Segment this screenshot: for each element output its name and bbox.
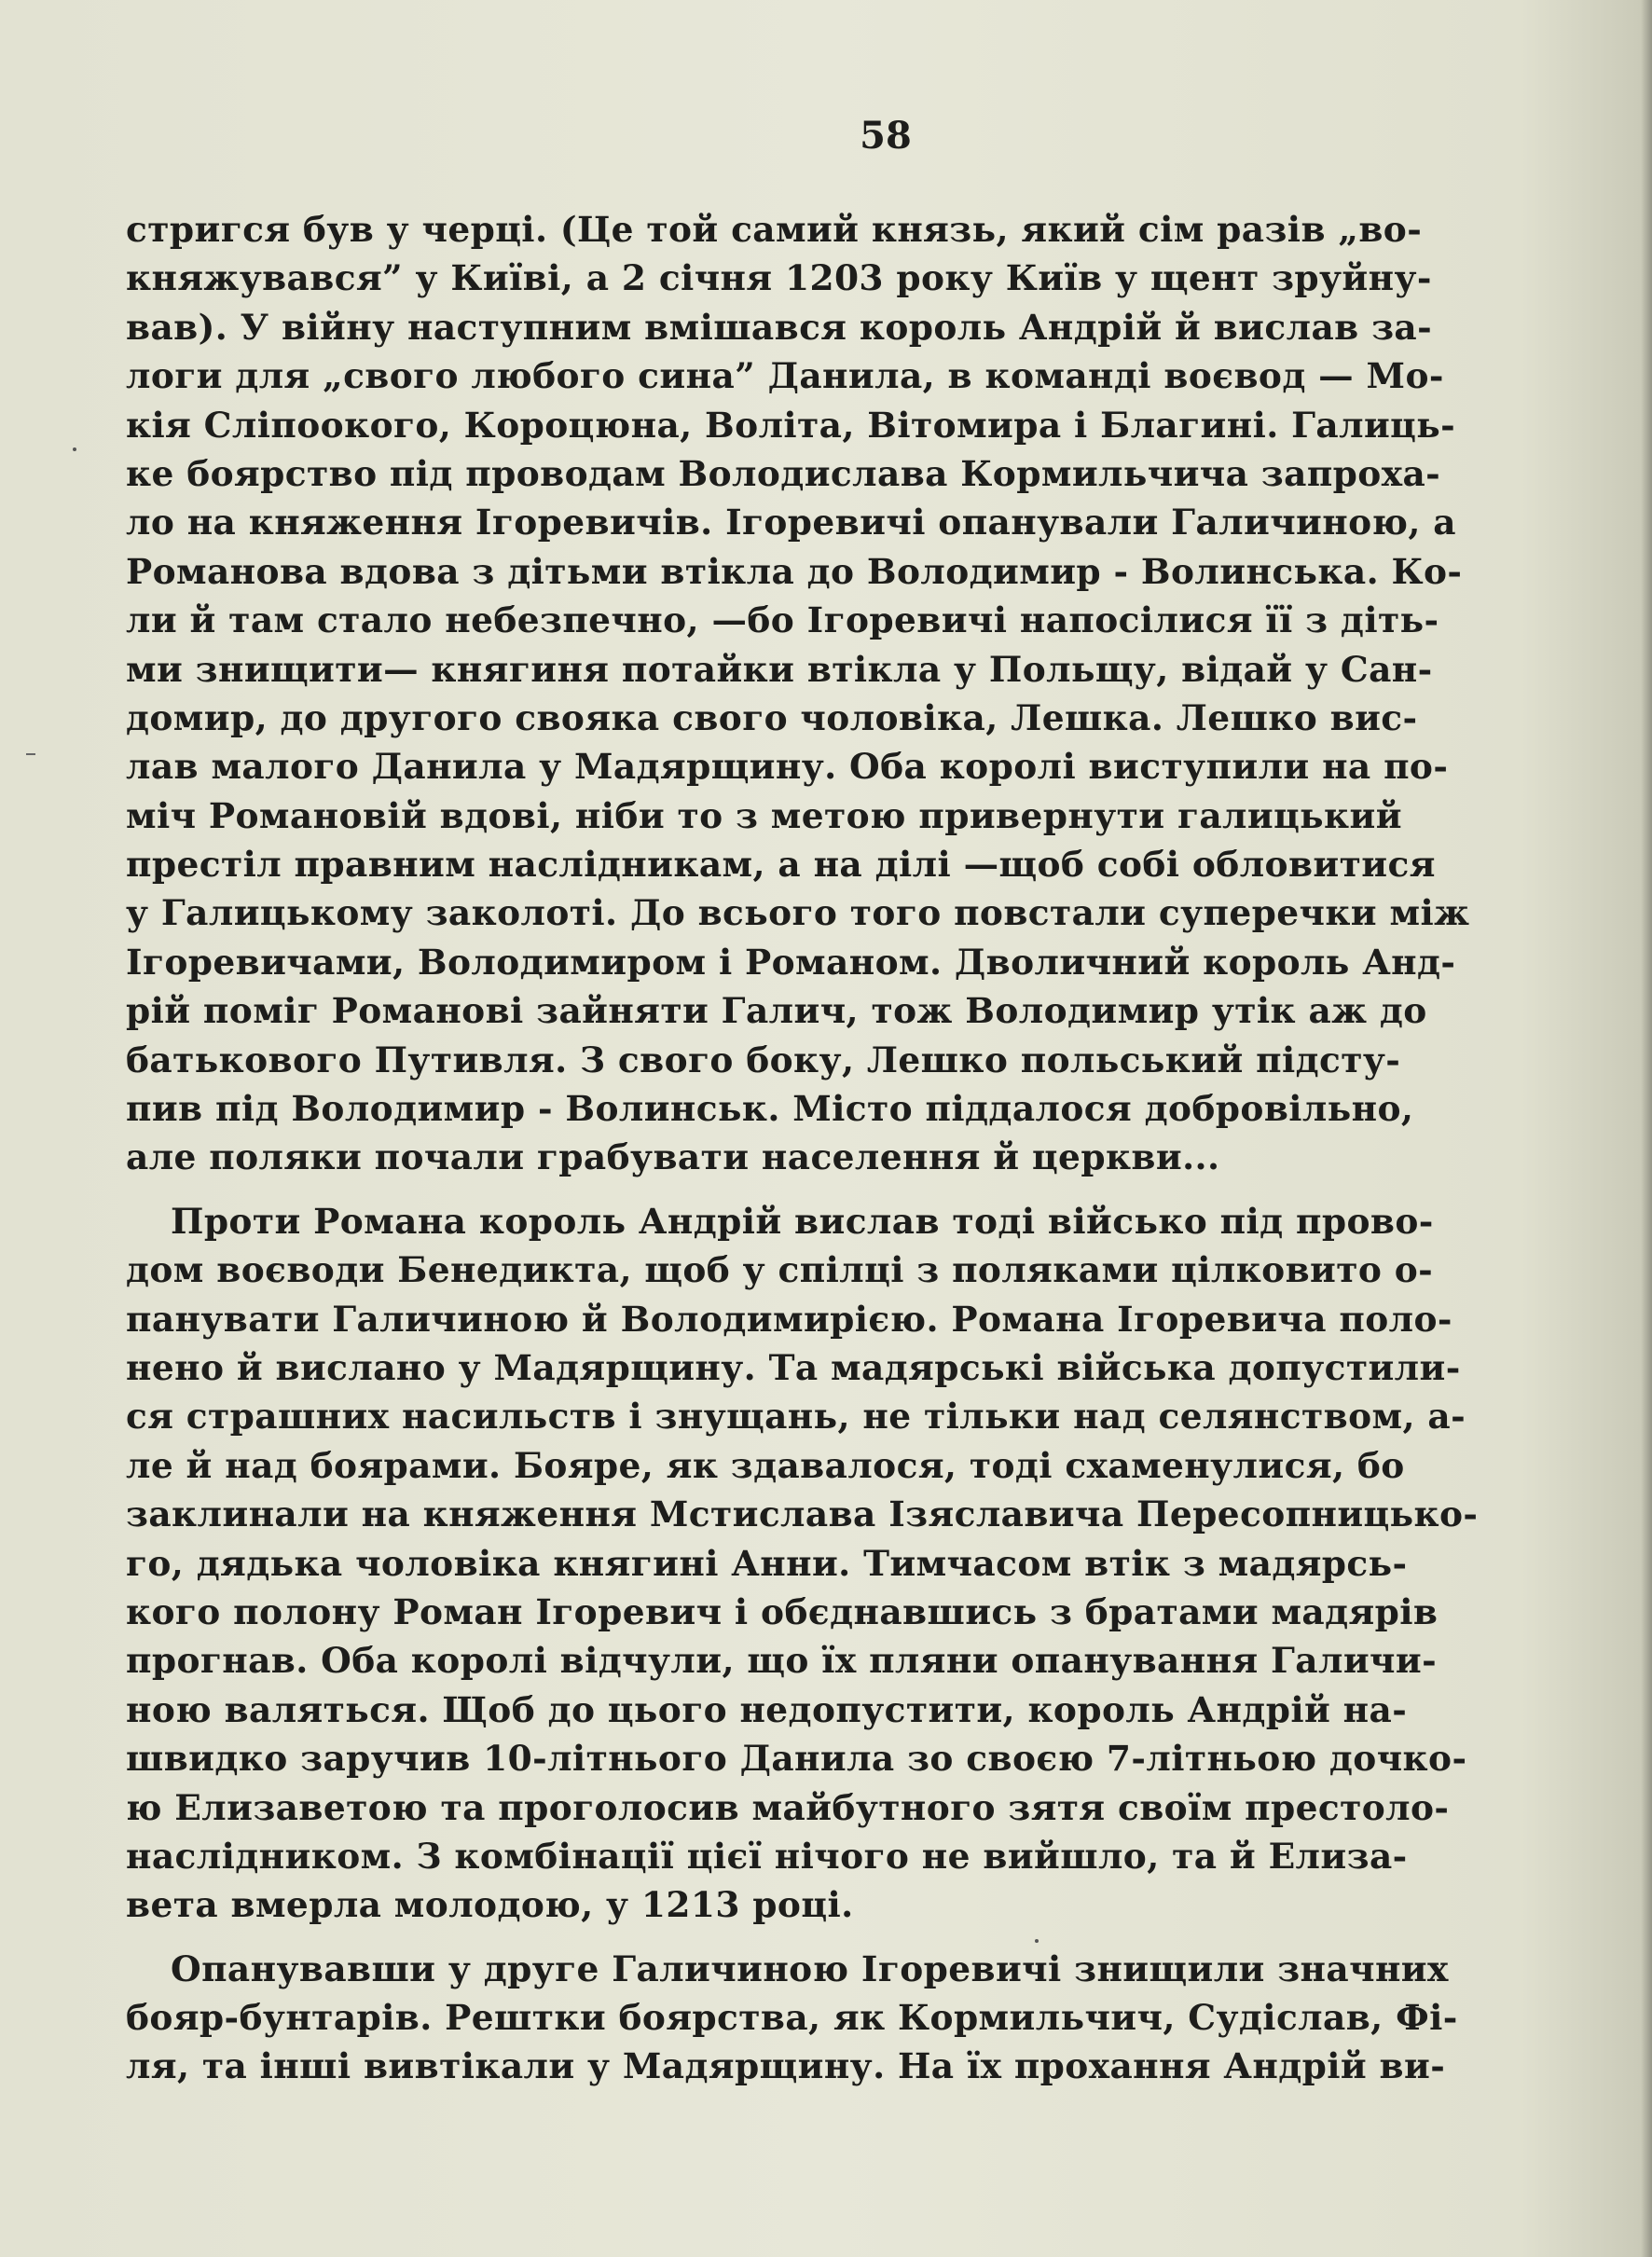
text-line: логи для „свого любого сина” Данила, в команді воєвод — Мо- <box>126 355 1444 397</box>
text-line: ле й над боярами. Бояре, як здавалося, тоді схаменулися, бо <box>126 1444 1405 1486</box>
text-line: батькового Путивля. З свого боку, Лешко польський підсту- <box>126 1039 1401 1080</box>
page-number: 58 <box>860 114 912 158</box>
text-line: рій поміг Романові зайняти Галич, тож Володимир утік аж до <box>126 990 1427 1032</box>
text-line: прогнав. Оба королі відчули, що їх пляни опанування Галичи- <box>126 1640 1438 1682</box>
text-line: Проти Романа король Андрій вислав тоді військо під прово- <box>171 1200 1434 1242</box>
text-line: ля, та інші вивтікали у Мадярщину. На їх прохання Андрій ви- <box>126 2045 1446 2087</box>
text-line: ю Елизаветою та проголосив майбутного зятя своїм престоло- <box>126 1786 1450 1828</box>
text-line: домир, до другого свояка свого чоловіка, Лешка. Лешко вис- <box>126 696 1418 738</box>
text-line: го, дядька чоловіка княгині Анни. Тимчасом втік з мадярсь- <box>126 1542 1408 1584</box>
text-line: лав малого Данила у Мадярщину. Оба королі виступили на по- <box>126 746 1449 788</box>
text-line: кія Сліпоокого, Короцюна, Воліта, Вітомира і Благині. Галиць- <box>126 404 1456 446</box>
text-line: Ігоревичами, Володимиром і Романом. Дволичний король Анд- <box>126 941 1456 983</box>
text-line: Опанувавши у друге Галичиною Ігоревичі знищили значних <box>171 1947 1449 1989</box>
text-line: міч Романовій вдові, ніби то з метою привернути галицький <box>126 794 1402 836</box>
scan-speck <box>26 753 35 755</box>
text-line: ною валяться. Щоб до цього недопустити, король Андрій на- <box>126 1688 1408 1730</box>
text-line: нено й вислано у Мадярщину. Та мадярські війська допустили- <box>126 1346 1461 1388</box>
text-line: вета вмерла молодою, у 1213 році. <box>126 1884 854 1926</box>
body-text <box>126 205 1636 2091</box>
text-line: кого полону Роман Ігоревич і обєднавшись з братами мадярів <box>126 1590 1439 1632</box>
text-line: ли й там стало небезпечно, —бо Ігоревичі напосілися її з діть- <box>126 599 1439 641</box>
text-line: заклинали на княження Мстислава Ізяславича Пересопницько- <box>126 1493 1479 1535</box>
page-edge-shadow <box>1641 0 1652 2257</box>
text-line: вав). У війну наступним вмішався король Андрій й вислав за- <box>126 306 1433 348</box>
text-line: пив під Володимир - Волинськ. Місто піддалося добровільно, <box>126 1088 1414 1130</box>
scan-speck <box>73 447 76 451</box>
text-line: ке боярство під проводам Володислава Кормильчича запроха- <box>126 452 1441 494</box>
text-line: швидко заручив 10-літнього Данила зо своєю 7-літньою дочко- <box>126 1738 1467 1780</box>
text-line: наслідником. З комбінації цієї нічого не вийшло, та й Елиза- <box>126 1835 1408 1877</box>
text-line: княжувався” у Київі, а 2 січня 1203 року Київ у щент зруйну- <box>126 257 1432 299</box>
text-line: дом воєводи Бенедикта, щоб у спілці з поляками цілковито о- <box>126 1249 1434 1291</box>
text-line: панувати Галичиною й Володимирією. Романа Ігоревича поло- <box>126 1298 1452 1340</box>
text-line: ло на княження Ігоревичів. Ігоревичі опанували Галичиною, а <box>126 502 1456 544</box>
text-line: ся страшних насильств і знущань, не тільки над селянством, а- <box>126 1396 1466 1438</box>
text-line: стригся був у черці. (Це той самий князь, який сім разів „во- <box>126 209 1423 250</box>
text-line: ми знищити— княгиня потайки втікла у Польщу, відай у Сан- <box>126 648 1433 690</box>
text-line: бояр-бунтарів. Рештки боярства, як Кормильчич, Судіслав, Фі- <box>126 1997 1458 2039</box>
text-line: престіл правним наслідникам, а на ділі —щоб собі обловитися <box>126 844 1436 886</box>
text-line: але поляки почали грабувати населення й церкви... <box>126 1136 1220 1178</box>
text-line: у Галицькому заколоті. До всього того повстали суперечки між <box>126 892 1470 934</box>
text-line: Романова вдова з дітьми втікла до Володимир - Волинська. Ко- <box>126 550 1463 592</box>
scan-speck <box>1035 1939 1039 1943</box>
